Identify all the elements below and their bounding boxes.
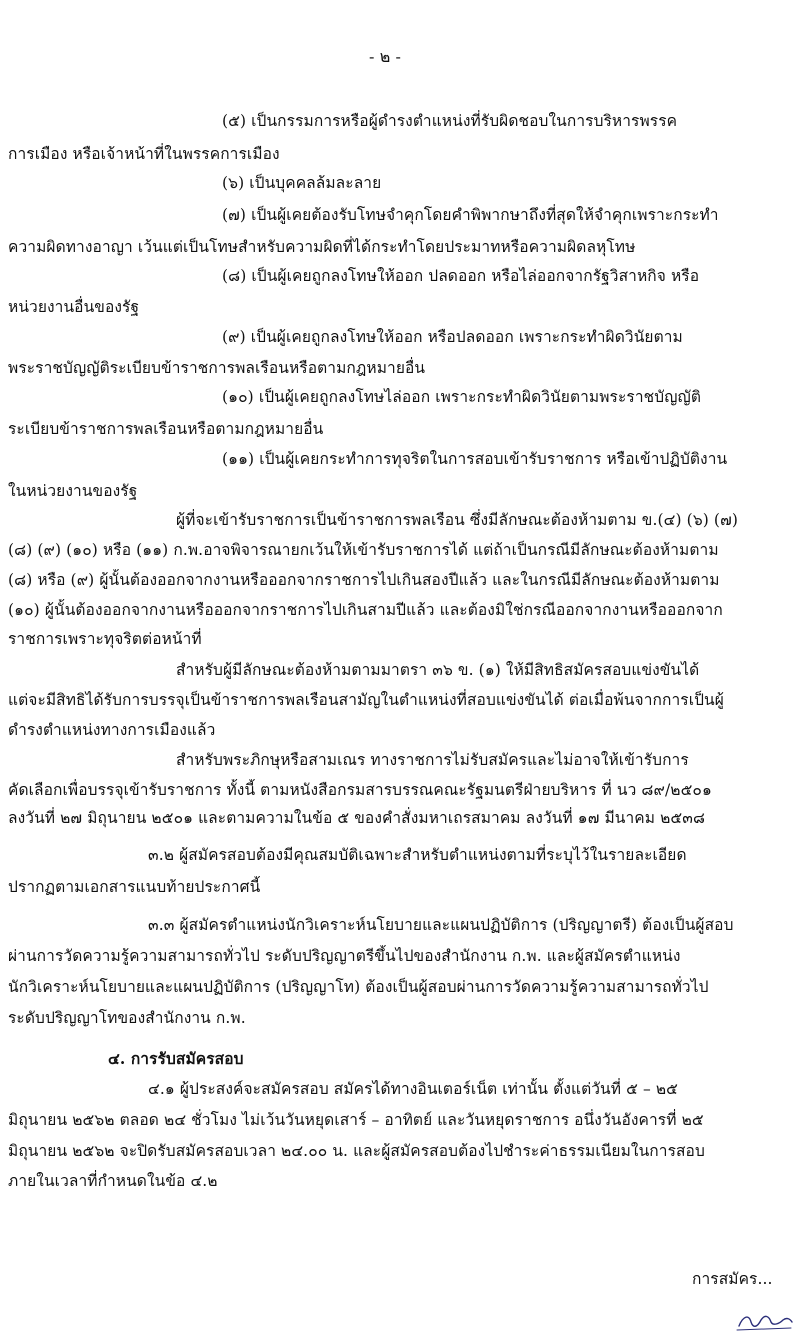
- political-line-2: แต่จะมีสิทธิได้รับการบรรจุเป็นข้าราชการพลเรือนสามัญในตำแหน่งที่สอบแข่งขันได้ ต่อเมื่อพ้นจากการเป็นผู้: [8, 691, 724, 709]
- signature-initials: [735, 1308, 795, 1334]
- section-4-1-line-2: มิถุนายน ๒๕๖๒ ตลอด ๒๔ ชั่วโมง ไม่เว้นวันหยุดเสาร์ – อาทิตย์ และวันหยุดราชการ อนึ่งวันอังคารที่ ๒๕: [8, 1111, 704, 1129]
- section-3-3-line-2: ผ่านการวัดความรู้ความสามารถทั่วไป ระดับปริญญาตรีขึ้นไปของสำนักงาน ก.พ. และผู้สมัครตำแหน่ง: [8, 947, 681, 965]
- section-3-2-line-2: ปรากฏตามเอกสารแนบท้ายประกาศนี้: [8, 878, 261, 896]
- section-4-heading: ๔. การรับสมัครสอบ: [108, 1049, 244, 1068]
- item-11-line-2: ในหน่วยงานของรัฐ: [8, 482, 138, 500]
- item-8-line-2: หน่วยงานอื่นของรัฐ: [8, 298, 140, 316]
- item-5-line-1: (๕) เป็นกรรมการหรือผู้ดำรงตำแหน่งที่รับผิดชอบในการบริหารพรรค: [222, 112, 678, 130]
- item-10-line-2: ระเบียบข้าราชการพลเรือนหรือตามกฎหมายอื่น: [8, 420, 324, 438]
- exemption-line-1: ผู้ที่จะเข้ารับราชการเป็นข้าราชการพลเรือน ซึ่งมีลักษณะต้องห้ามตาม ข.(๔) (๖) (๗): [176, 511, 738, 529]
- item-5-line-2: การเมือง หรือเจ้าหน้าที่ในพรรคการเมือง: [8, 145, 280, 163]
- section-3-3-line-3: นักวิเคราะห์นโยบายและแผนปฏิบัติการ (ปริญญาโท) ต้องเป็นผู้สอบผ่านการวัดความรู้ความสามารถทั่วไป: [8, 978, 709, 996]
- item-8-line-1: (๘) เป็นผู้เคยถูกลงโทษให้ออก ปลดออก หรือไล่ออกจากรัฐวิสาหกิจ หรือ: [222, 267, 700, 285]
- exemption-line-5: ราชการเพราะทุจริตต่อหน้าที่: [8, 630, 202, 648]
- section-3-2-line-1: ๓.๒ ผู้สมัครสอบต้องมีคุณสมบัติเฉพาะสำหรับตำแหน่งตามที่ระบุไว้ในรายละเอียด: [148, 846, 687, 864]
- political-line-3: ดำรงตำแหน่งทางการเมืองแล้ว: [8, 721, 216, 739]
- item-7-line-2: ความผิดทางอาญา เว้นแต่เป็นโทษสำหรับความผิดที่ได้กระทำโดยประมาทหรือความผิดลหุโทษ: [8, 238, 636, 256]
- section-3-3-line-1: ๓.๓ ผู้สมัครตำแหน่งนักวิเคราะห์นโยบายและแผนปฏิบัติการ (ปริญญาตรี) ต้องเป็นผู้สอบ: [148, 916, 734, 934]
- exemption-line-3: (๘) หรือ (๙) ผู้นั้นต้องออกจากงานหรือออกจากราชการไปเกินสองปีแล้ว และในกรณีมีลักษณะต้องห้ามตาม: [8, 571, 720, 589]
- exemption-line-4: (๑๐) ผู้นั้นต้องออกจากงานหรือออกจากราชการไปเกินสามปีแล้ว และต้องมิใช่กรณีออกจากงานหรือออกจาก: [8, 601, 723, 619]
- page-number: - ๒ -: [369, 47, 402, 66]
- item-7-line-1: (๗) เป็นผู้เคยต้องรับโทษจำคุกโดยคำพิพากษาถึงที่สุดให้จำคุกเพราะกระทำ: [222, 206, 719, 224]
- item-10-line-1: (๑๐) เป็นผู้เคยถูกลงโทษไล่ออก เพราะกระทำผิดวินัยตามพระราชบัญญัติ: [222, 388, 701, 406]
- section-4-1-line-1: ๔.๑ ผู้ประสงค์จะสมัครสอบ สมัครได้ทางอินเตอร์เน็ต เท่านั้น ตั้งแต่วันที่ ๕ – ๒๕: [148, 1080, 678, 1098]
- monks-line-3: ลงวันที่ ๒๗ มิถุนายน ๒๕๐๑ และตามความในข้อ ๕ ของคำสั่งมหาเถรสมาคม ลงวันที่ ๑๗ มีนาคม ๒๕๓๘: [8, 809, 706, 827]
- political-line-1: สำหรับผู้มีลักษณะต้องห้ามตามมาตรา ๓๖ ข. (๑) ให้มีสิทธิสมัครสอบแข่งขันได้: [176, 661, 700, 679]
- item-6-line-1: (๖) เป็นบุคคลล้มละลาย: [222, 174, 382, 192]
- monks-line-1: สำหรับพระภิกษุหรือสามเณร ทางราชการไม่รับสมัครและไม่อาจให้เข้ารับการ: [176, 751, 689, 769]
- section-3-3-line-4: ระดับปริญญาโทของสำนักงาน ก.พ.: [8, 1009, 246, 1027]
- continuation-text: การสมัคร...: [692, 1270, 773, 1288]
- exemption-line-2: (๘) (๙) (๑๐) หรือ (๑๑) ก.พ.อาจพิจารณายกเว้นให้เข้ารับราชการได้ แต่ถ้าเป็นกรณีมีลักษณะต้องห้ามตาม: [8, 541, 719, 559]
- item-9-line-2: พระราชบัญญัติระเบียบข้าราชการพลเรือนหรือตามกฎหมายอื่น: [8, 359, 426, 377]
- item-9-line-1: (๙) เป็นผู้เคยถูกลงโทษให้ออก หรือปลดออก เพราะกระทำผิดวินัยตาม: [222, 328, 683, 346]
- section-4-1-line-3: มิถุนายน ๒๕๖๒ จะปิดรับสมัครสอบเวลา ๒๔.๐๐ น. และผู้สมัครสอบต้องไปชำระค่าธรรมเนียมในการสอบ: [8, 1142, 705, 1160]
- item-11-line-1: (๑๑) เป็นผู้เคยกระทำการทุจริตในการสอบเข้ารับราชการ หรือเข้าปฏิบัติงาน: [222, 450, 728, 468]
- section-4-1-line-4: ภายในเวลาที่กำหนดในข้อ ๔.๒: [8, 1172, 218, 1190]
- monks-line-2: คัดเลือกเพื่อบรรจุเข้ารับราชการ ทั้งนี้ ตามหนังสือกรมสารบรรณคณะรัฐมนตรีฝ่ายบริหาร ที่ นว ๘๙/๒๕๐๑: [8, 781, 712, 799]
